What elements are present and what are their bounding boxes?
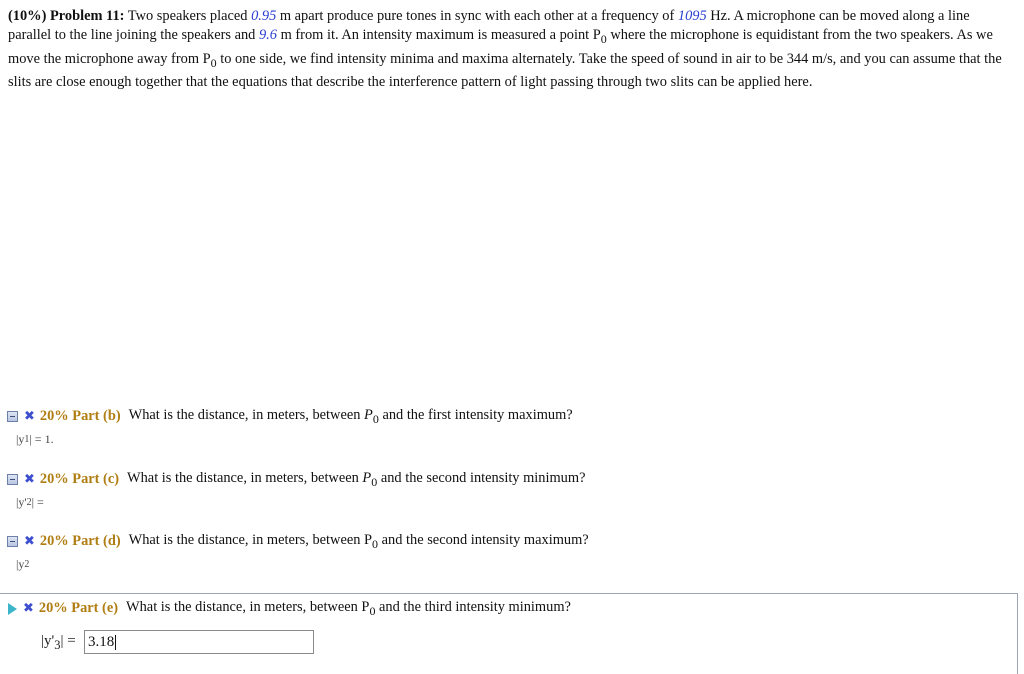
part-d-header[interactable]: [7, 532, 589, 552]
part-e-answer-label: $|y'_3|$ =: [41, 633, 76, 652]
part-percent: 20% Part (e): [38, 600, 119, 617]
part-c-answer: |y' 2 | =: [16, 495, 44, 509]
x-icon: ✖: [24, 409, 35, 425]
collapse-icon[interactable]: [7, 474, 18, 485]
x-icon: ✖: [23, 601, 34, 617]
part-question: What is the distance, in meters, between $P_0$ and the first intensity maximum?: [128, 407, 573, 426]
part-percent: 20% Part (c): [39, 471, 120, 488]
part-b-answer: |y 1 | = 1.: [16, 432, 54, 446]
frequency-value: 1095: [677, 8, 707, 24]
play-icon[interactable]: [8, 603, 17, 615]
problem-header: (10%) Problem 11:: [8, 8, 125, 24]
collapse-icon[interactable]: [7, 536, 18, 547]
text-caret: [115, 635, 116, 650]
part-question: What is the distance, in meters, between $P_0$ and the second intensity minimum?: [127, 470, 586, 489]
answer-input[interactable]: 3.18: [84, 630, 314, 654]
part-percent: 20% Part (d): [39, 533, 121, 550]
collapse-icon[interactable]: [7, 411, 18, 422]
part-c-header[interactable]: [7, 470, 585, 490]
x-icon: ✖: [24, 534, 35, 550]
x-icon: ✖: [24, 472, 35, 488]
part-e-header[interactable]: [7, 599, 571, 619]
part-question: What is the distance, in meters, between $P_0$ and the second intensity maximum?: [128, 532, 589, 551]
part-b-header[interactable]: [7, 407, 573, 427]
part-percent: 20% Part (b): [39, 408, 121, 425]
part-question: What is the distance, in meters, between $P_0$ and the third intensity minimum?: [126, 599, 571, 618]
part-d-answer: |y 2: [16, 557, 30, 571]
distance-value: 9.6: [258, 27, 277, 44]
problem-statement: (10%) Problem 11: Two speakers placed 0.95 m apart produce pure tones in sync with each other at a frequency of 1095 Hz. A microphone can be moved along a line parallel to the line joining the speakers and 9.6 m from it. An intensity maximum is measured a point $P_0$ where the microphone is equidistant from the two speakers. As we move the microphone away from $P_0$ to one side, we find intensity minima and maxima alternately. Take the speed of sound in air to be 344 m/s, and you can assume that the slits are close enough together that the equations that describe the interference pattern of light passing through two slits can be applied here.: [8, 8, 1002, 90]
separation-value: 0.95: [251, 8, 277, 24]
